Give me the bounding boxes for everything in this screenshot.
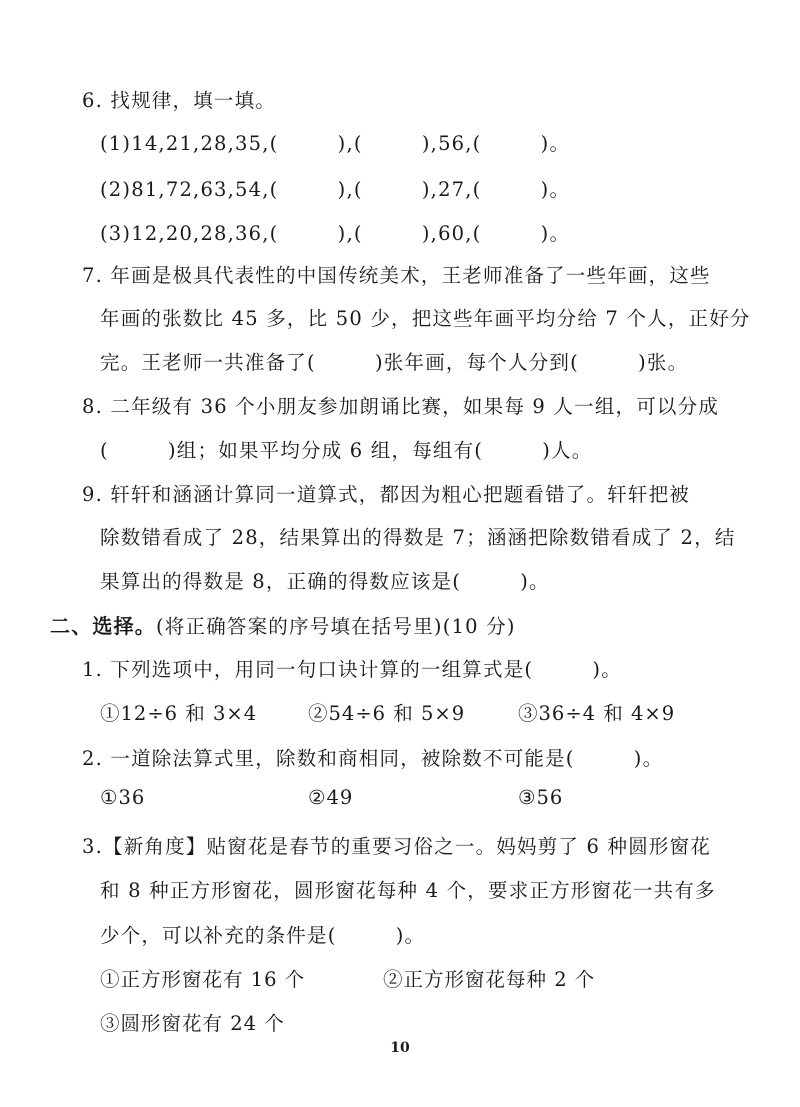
q7-line-1: 7. 年画是极具代表性的中国传统美术，王老师准备了一些年画，这些 <box>82 264 711 287</box>
c3-option-1: ①正方形窗花有 16 个 <box>100 968 306 991</box>
c1-question: 1. 下列选项中，用同一句口诀计算的一组算式是( )。 <box>82 658 622 681</box>
q8-line-2: ( )组；如果平均分成 6 组，每组有( )人。 <box>100 439 593 462</box>
c3-line-3: 少个，可以补充的条件是( )。 <box>100 924 426 947</box>
c3-line-1: 3.【新角度】贴窗花是春节的重要习俗之一。妈妈剪了 6 种圆形窗花 <box>82 835 712 858</box>
c3-option-3: ③圆形窗花有 24 个 <box>100 1012 285 1035</box>
section2-header <box>50 610 516 639</box>
c1-option-2: ②54÷6 和 5×9 <box>308 702 466 725</box>
q6-line-1: (1)14,21,28,35,( ),( ),56,( )。 <box>100 132 571 155</box>
q7-line-3: 完。王老师一共准备了( )张年画，每个人分到( )张。 <box>100 351 689 374</box>
c1-option-1: ①12÷6 和 3×4 <box>100 702 258 725</box>
q9-line-2: 除数错看成了 28，结果算出的得数是 7；涵涵把除数错看成了 2，结 <box>100 526 736 549</box>
q6-title: 6. 找规律，填一填。 <box>82 89 277 112</box>
q6-line-3: (3)12,20,28,36,( ),( ),60,( )。 <box>100 222 571 245</box>
c1-option-3: ③36÷4 和 4×9 <box>518 702 676 725</box>
page-number: 10 <box>390 1040 410 1056</box>
c3-option-2: ②正方形窗花每种 2 个 <box>383 968 596 991</box>
c2-option-1: ①36 <box>100 786 146 809</box>
section2-note: (将正确答案的序号填在括号里)(10 分) <box>156 615 516 638</box>
q7-line-2: 年画的张数比 45 多，比 50 少，把这些年画平均分给 7 个人，正好分 <box>100 307 751 330</box>
c3-line-2: 和 8 种正方形窗花，圆形窗花每种 4 个，要求正方形窗花一共有多 <box>100 879 716 902</box>
q9-line-1: 9. 轩轩和涵涵计算同一道算式，都因为粗心把题看错了。轩轩把被 <box>82 483 691 506</box>
q6-line-2: (2)81,72,63,54,( ),( ),27,( )。 <box>100 178 571 201</box>
c2-question: 2. 一道除法算式里，除数和商相同，被除数不可能是( )。 <box>82 747 664 770</box>
q8-line-1: 8. 二年级有 36 个小朋友参加朗诵比赛，如果每 9 人一组，可以分成 <box>82 395 720 418</box>
section2-heading: 二、选择。 <box>50 614 156 638</box>
q9-line-3: 果算出的得数是 8，正确的得数应该是( )。 <box>100 570 550 593</box>
c2-option-3: ③56 <box>518 786 564 809</box>
c2-option-2: ②49 <box>308 786 354 809</box>
